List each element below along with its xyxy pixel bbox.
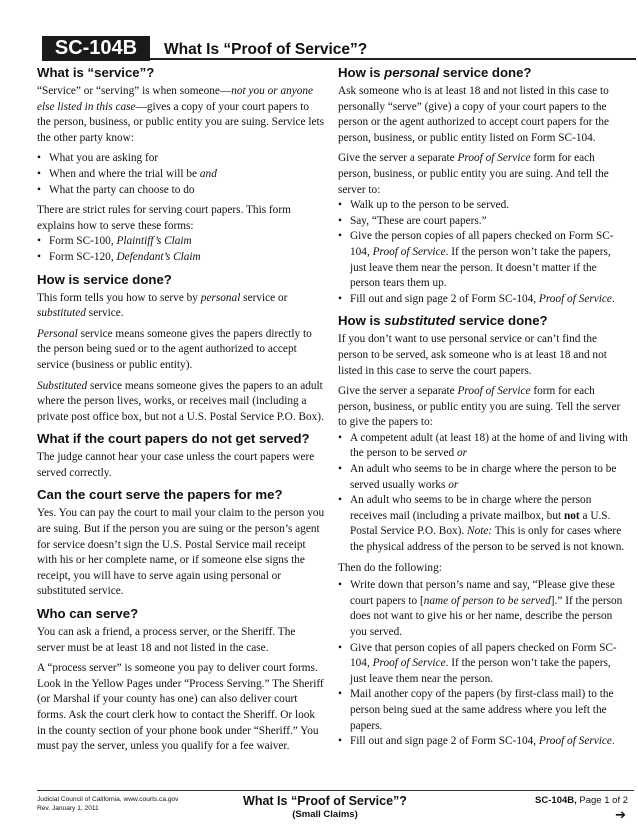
section-substituted-service [338, 312, 628, 749]
bullet-list [338, 431, 628, 556]
heading-substituted-service: How is substituted service done? [338, 313, 548, 329]
heading-personal-service: How is personal service done? [338, 65, 532, 80]
list-item: • Form SC-100, Plaintiff’s Claim [37, 235, 192, 248]
list-item: • An adult who seems to be in charge where the person receives mail (including a private mailbox, but not a U.S. Postal Service P.O. Box). Note: This is only for cases where the physical address of the person to be served is not known. [338, 494, 625, 554]
list-item: • What you are asking for [37, 152, 159, 165]
list-item: • When and where the trial will be and [37, 167, 217, 180]
list-item: • A competent adult (at least 18) at the home of and living with the person to be served or [338, 431, 628, 460]
footer-rule [37, 790, 634, 791]
footer-title: What Is “Proof of Service”? [243, 794, 407, 808]
paragraph: Ask someone who is at least 18 and not listed in this case to personally “serve” (give) a copy of your court papers to the person or the agent authorized to accept court papers for the person, business, or public entity listed on Form SC-104. [338, 85, 610, 144]
paragraph: A “process server” is someone you pay to deliver court forms. Look in the Yellow Pages under “Process Serving.” The Sheriff (or Marshal if your county has one) can also deliver court forms. Ask the court clerk how to contact the Sheriff. Or look in the county section of your phone book under “Sheriff.” You must pay the server, unless you qualify for a fee waiver. [37, 662, 324, 753]
paragraph: Yes. You can pay the court to mail your claim to the person you are suing. But if the person you are suing or the person’s agent for service doesn’t sign the U.S. Postal Service mail receipt with his or her complete name, or if someone else signs the receipt, you will have to serve again using personal or substituted service. [37, 507, 325, 598]
list-item: • Fill out and sign page 2 of Form SC-104, Proof of Service. [338, 735, 615, 748]
section-not-served [37, 430, 325, 481]
paragraph: This form tells you how to serve by personal service or substituted service. [37, 291, 288, 320]
section-what-is-service [37, 64, 325, 266]
footer-center [200, 794, 450, 820]
left-column [37, 64, 325, 760]
footer-revision: Rev. January 1, 2011 [37, 805, 99, 812]
heading-what-is-service: What is “service”? [37, 65, 155, 80]
form-list [37, 234, 325, 265]
paragraph: There are strict rules for serving court papers. This form explains how to serve these forms: [37, 204, 291, 232]
header-rule [150, 58, 636, 60]
heading-not-served: What if the court papers do not get served? [37, 431, 310, 447]
heading-how-is-service-done: How is service done? [37, 271, 172, 287]
paragraph: If you don’t want to use personal service or can’t find the person to be served, ask someone who is at least 18 and not listed in this case to serve the court papers. [338, 333, 607, 377]
paragraph: Give the server a separate Proof of Service form for each person, business, or public entity you are suing. And tell the server to: [338, 152, 609, 196]
list-item: • What the party can choose to do [37, 183, 195, 196]
bullet-list [37, 151, 325, 198]
list-item: • Walk up to the person to be served. [338, 199, 510, 212]
list-item: • Write down that person’s name and say, “Please give these court papers to [name of person to be served].” If the person does not want to give his or her name, describe the person you served. [338, 579, 623, 638]
paragraph: Personal service means someone gives the papers directly to the person being sued or to the agent authorized to accept service (business or public entity). [37, 327, 312, 371]
page-title: What Is “Proof of Service”? [164, 41, 368, 58]
section-personal-service [338, 64, 628, 307]
list-item: • Give that person copies of all papers checked on Form SC-104, Proof of Service. If the person won’t take the papers, just leave them near the person. [338, 641, 617, 685]
list-item: • Form SC-120, Defendant’s Claim [37, 250, 201, 263]
next-page-arrow-icon: ➔ [615, 808, 626, 823]
heading-who-can-serve: Who can serve? [37, 606, 139, 622]
bullet-list [338, 578, 628, 750]
paragraph: Then do the following: [338, 561, 442, 574]
section-court-serve [37, 486, 325, 600]
heading-court-serve: Can the court serve the papers for me? [37, 487, 283, 503]
footer-publisher: Judicial Council of California, www.courts.ca.gov [37, 796, 179, 803]
right-column [338, 64, 628, 755]
footer-page-info: SC-104B, Page 1 of 2 [535, 795, 628, 806]
list-item: • Mail another copy of the papers (by first-class mail) to the person being sued at the same address where you left the papers. [338, 688, 614, 732]
paragraph: Substituted service means someone gives the papers to an adult where the person lives, works, or receives mail (including a private post office box, but not a U.S. Postal Service P.O. Box). [37, 379, 324, 423]
section-who-can-serve [37, 605, 325, 755]
paragraph: Give the server a separate Proof of Service form for each person, business, or public entity you are suing. Tell the server to give the papers to: [338, 385, 621, 429]
list-item: • Fill out and sign page 2 of Form SC-104, Proof of Service. [338, 292, 615, 305]
footer-subtitle: (Small Claims) [292, 809, 358, 820]
list-item: • Say, “These are court papers.” [338, 214, 487, 227]
form-id-badge: SC-104B [42, 36, 150, 61]
paragraph: You can ask a friend, a process server, or the Sheriff. The server must be at least 18 and not listed in the case. [37, 626, 296, 654]
bullet-list [338, 198, 628, 307]
list-item: • Give the person copies of all papers checked on Form SC-104, Proof of Service. If the person won’t take the papers, just leave them near the person. It doesn’t matter if the person tears them up. [338, 230, 614, 290]
section-how-is-service-done [37, 271, 325, 426]
paragraph: The judge cannot hear your case unless the court papers were served correctly. [37, 451, 315, 479]
paragraph: “Service” or “serving” is when someone—not you or anyone else listed in this case—gives a copy of your court papers to the person, business, or public entity you are suing. Service lets the other party know: [37, 85, 325, 144]
footer-left [37, 795, 178, 813]
list-item: • An adult who seems to be in charge where the person to be served usually works or [338, 463, 617, 491]
